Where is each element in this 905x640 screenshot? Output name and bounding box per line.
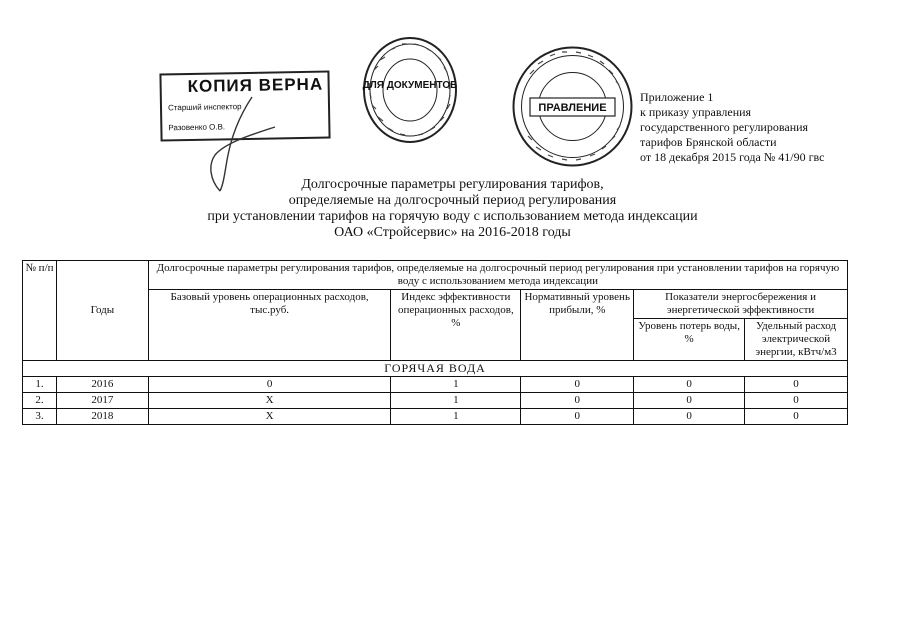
header-num: № п/п: [23, 261, 57, 361]
cell-specific: 0: [745, 409, 848, 425]
document-title: [0, 177, 905, 241]
stamp-title: КОПИЯ ВЕРНА: [187, 74, 324, 96]
seal-for-documents: [360, 35, 460, 145]
cell-profit: 0: [521, 377, 634, 393]
title-line: при установлении тарифов на горячую воду с использованием метода индексации: [207, 209, 698, 224]
table-row: [23, 393, 848, 409]
appendix-line: тарифов Брянской области: [640, 135, 777, 149]
cell-specific: 0: [745, 377, 848, 393]
header-energy-group: Показатели энергосбережения и энергетической эффективности: [634, 290, 848, 319]
cell-year: 2017: [56, 393, 148, 409]
cell-year: 2018: [56, 409, 148, 425]
appendix-line: к приказу управления: [640, 105, 752, 119]
header-base-opex: Базовый уровень операционных расходов, тыс.руб.: [148, 290, 391, 361]
cell-profit: 0: [521, 409, 634, 425]
cell-loss: 0: [634, 393, 745, 409]
title-line: ОАО «Стройсервис» на 2016-2018 годы: [334, 225, 571, 240]
header-profit-level: Нормативный уровень прибыли, %: [521, 290, 634, 361]
cell-num: 1.: [23, 377, 57, 393]
title-line: определяемые на долгосрочный период регулирования: [288, 193, 617, 208]
cell-num: 2.: [23, 393, 57, 409]
cell-index: 1: [391, 409, 521, 425]
header-group: Долгосрочные параметры регулирования тарифов, определяемые на долгосрочный период регулирования при установлении тарифов на горячую воду с использованием метода индексации: [148, 261, 847, 290]
seal-text: ДЛЯ ДОКУМЕНТОВ: [362, 80, 458, 91]
cell-index: 1: [391, 393, 521, 409]
cell-num: 3.: [23, 409, 57, 425]
appendix-line: от 18 декабря 2015 года № 41/90 гвс: [640, 150, 825, 164]
cell-loss: 0: [634, 409, 745, 425]
stamp-name: Разовенко О.В.: [168, 122, 226, 133]
cell-year: 2016: [56, 377, 148, 393]
section-hot-water: ГОРЯЧАЯ ВОДА: [23, 361, 848, 377]
header-efficiency-index: Индекс эффективности операционных расходов, %: [391, 290, 521, 361]
cell-base: Х: [148, 409, 391, 425]
title-line: Долгосрочные параметры регулирования тарифов,: [301, 177, 604, 192]
appendix-line: государственного регулирования: [640, 120, 809, 134]
header-specific-consumption: Удельный расход электрической энергии, кВтч/м3: [745, 319, 848, 361]
cell-specific: 0: [745, 393, 848, 409]
seal-text: ПРАВЛЕНИЕ: [538, 102, 607, 114]
cell-base: 0: [148, 377, 391, 393]
seal-board: [510, 44, 635, 169]
cell-profit: 0: [521, 393, 634, 409]
table-row: [23, 409, 848, 425]
table-row: [23, 377, 848, 393]
appendix-line: Приложение 1: [640, 90, 714, 104]
stamp-position: Старший инспектор: [167, 102, 242, 113]
parameters-table: [22, 260, 848, 425]
appendix-reference: [640, 90, 824, 165]
header-water-loss: Уровень потерь воды, %: [634, 319, 745, 361]
cell-index: 1: [391, 377, 521, 393]
cell-base: Х: [148, 393, 391, 409]
cell-loss: 0: [634, 377, 745, 393]
header-years: Годы: [56, 261, 148, 361]
